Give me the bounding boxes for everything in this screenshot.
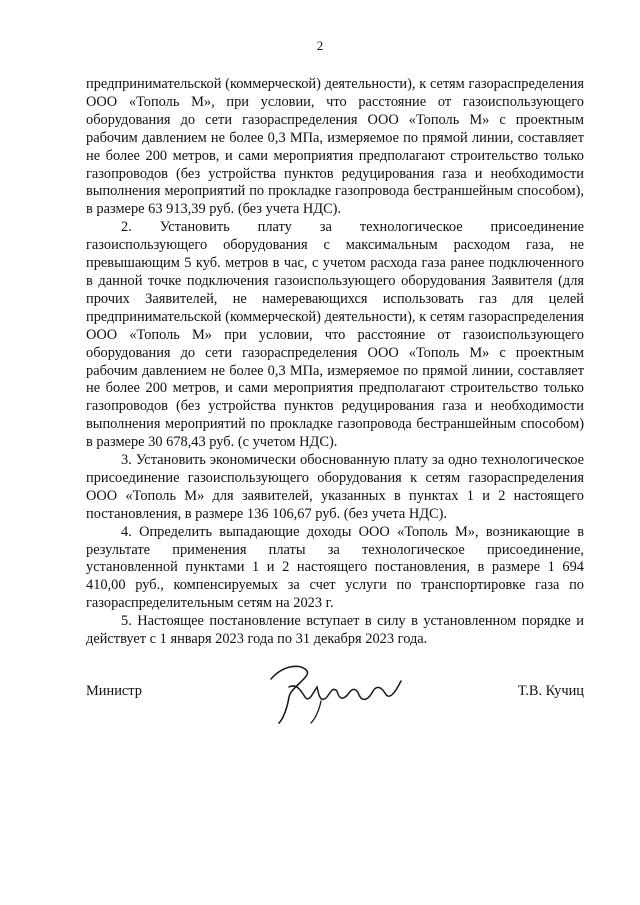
signatory-role: Министр bbox=[86, 683, 142, 699]
paragraph-3: 3. Установить экономически обоснованную плату за одно технологическое присоединение газоиспользующего оборудования к сетям газораспределения ООО «Тополь М» для заявителей, указанных в пунктах 1 и 2 настоящего постановления, в размере 136 106,67 руб. (без учета НДС). bbox=[86, 452, 584, 522]
document-body bbox=[86, 76, 584, 649]
signatory-name: Т.В. Кучиц bbox=[517, 683, 584, 699]
signature-block bbox=[86, 675, 584, 735]
paragraph-1-continuation: предпринимательской (коммерческой) деятельности), к сетям газораспределения ООО «Тополь М», при условии, что расстояние от газоиспользующего оборудования до сети газораспределения ООО «Тополь М» с проектным рабочим давлением не более 0,3 МПа, измеряемое по прямой линии, составляет не более 200 метров, и сами мероприятия предполагают строительство только газопроводов (без устройства пунктов редуцирования газа и необходимости выполнения мероприятий по прокладке газопровода бестраншейным способом), в размере 63 913,39 руб. (без учета НДС). bbox=[86, 76, 584, 218]
paragraph-4: 4. Определить выпадающие доходы ООО «Тополь М», возникающие в результате применения платы за технологическое присоединение, установленной пунктами 1 и 2 настоящего постановления, в размере 1 694 410,00 руб., компенсируемых за счет услуги по транспортировке газа по газораспределительным сетям на 2023 г. bbox=[86, 523, 584, 612]
paragraph-2: 2. Установить плату за технологическое присоединение газоиспользующего оборудования с максимальным расходом газа, не превышающим 5 куб. метров в час, с учетом расхода газа ранее подключенного в данной точке подключения газоиспользующего оборудования Заявителя (для прочих Заявителей, не намеревающихся использовать газ для целей предпринимательской (коммерческой) деятельности), к сетям газораспределения ООО «Тополь М» при условии, что расстояние от газоиспользующего оборудования до сети газораспределения ООО «Тополь М» с проектным рабочим давлением не более 0,3 МПа, измеряемое по прямой линии, составляет не более 200 метров, и сами мероприятия предполагают строительство только газопроводов (без устройства пунктов редуцирования газа и необходимости выполнения мероприятий по прокладке газопровода бестраншейным способом) в размере 30 678,43 руб. (с учетом НДС). bbox=[86, 219, 584, 451]
paragraph-5: 5. Настоящее постановление вступает в силу в установленном порядке и действует с 1 января 2023 года по 31 декабря 2023 года. bbox=[86, 613, 584, 648]
handwritten-signature bbox=[261, 657, 411, 727]
page-number: 2 bbox=[316, 38, 324, 53]
